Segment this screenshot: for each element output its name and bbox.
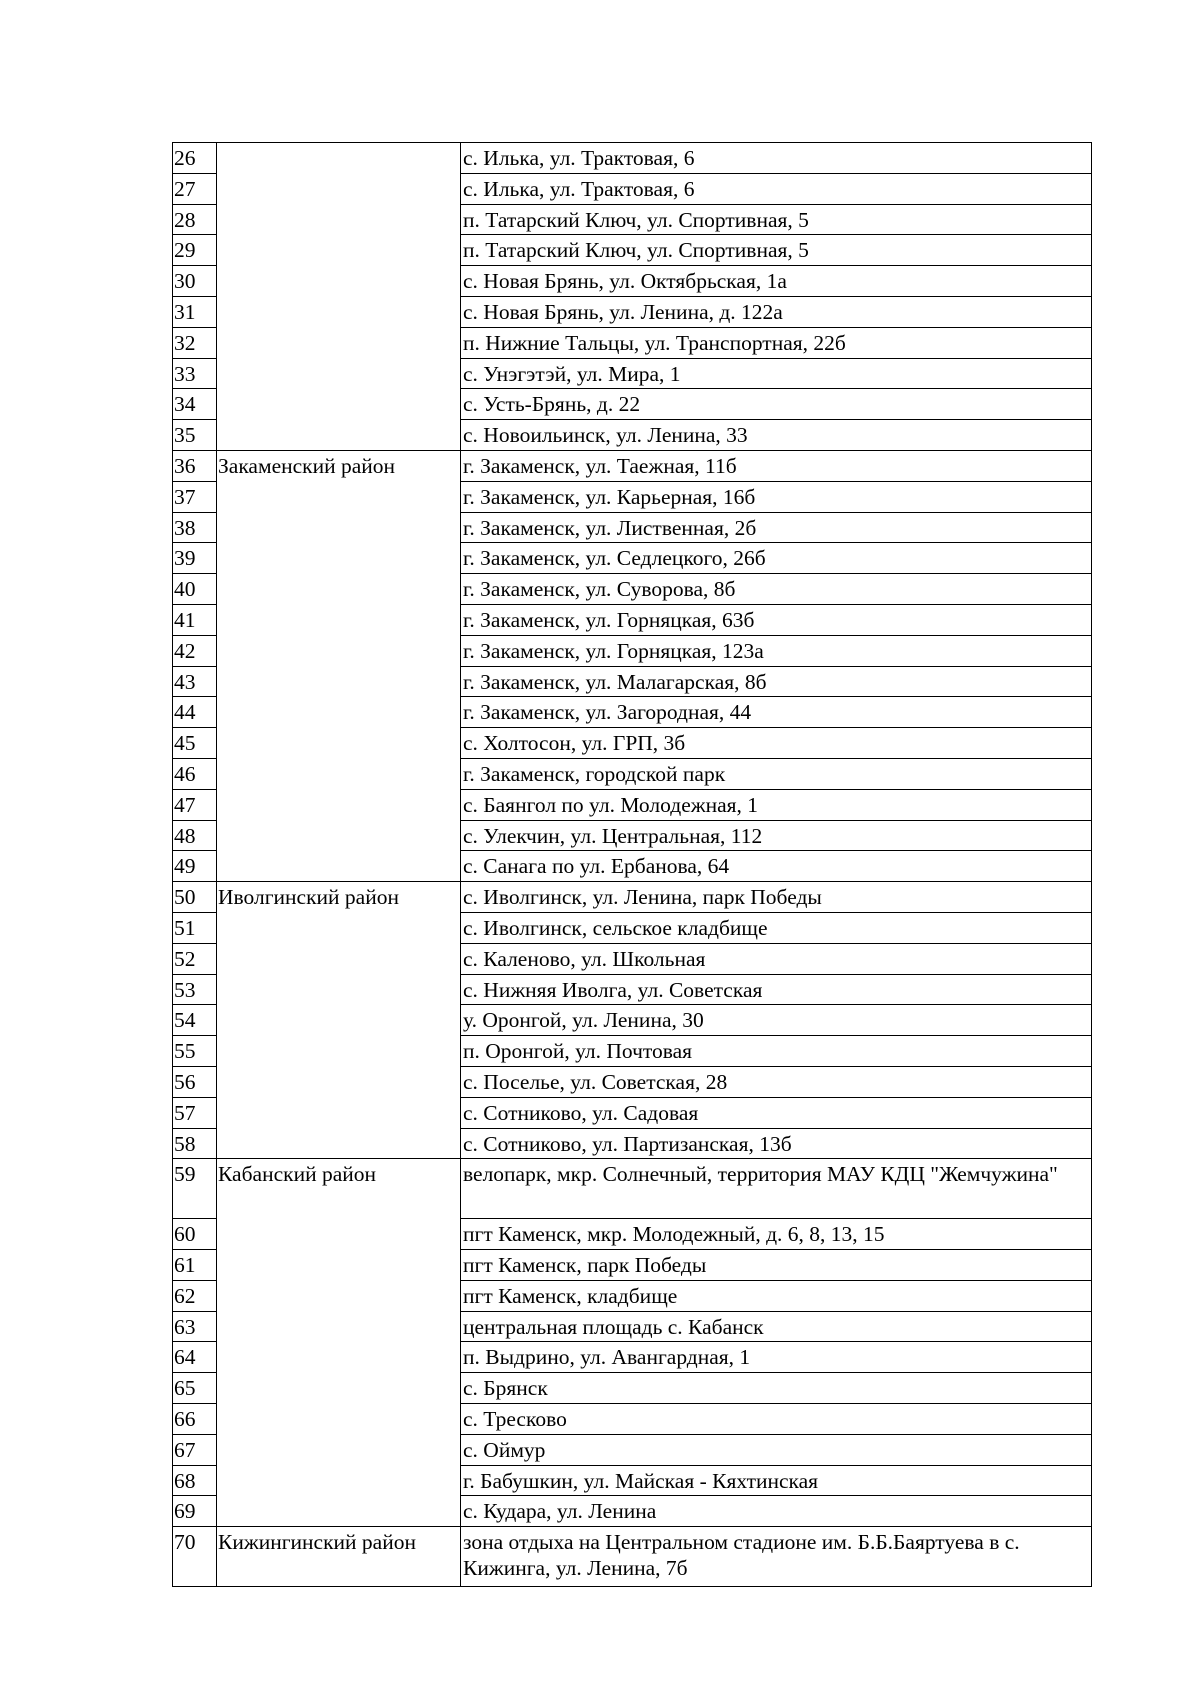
row-number: 57 [173,1097,217,1128]
address-cell: с. Иволгинск, ул. Ленина, парк Победы [461,882,1092,913]
table-body [173,143,1092,1587]
row-number: 67 [173,1434,217,1465]
row-number: 36 [173,450,217,481]
address-cell: с. Баянгол по ул. Молодежная, 1 [461,789,1092,820]
address-cell: п. Татарский Ключ, ул. Спортивная, 5 [461,235,1092,266]
row-number: 70 [173,1527,217,1587]
table-row [173,1527,1092,1587]
address-cell: с. Иволгинск, сельское кладбище [461,912,1092,943]
row-number: 47 [173,789,217,820]
row-number: 52 [173,943,217,974]
address-cell: г. Закаменск, ул. Загородная, 44 [461,697,1092,728]
table-row [173,143,1092,174]
row-number: 31 [173,296,217,327]
address-cell: велопарк, мкр. Солнечный, территория МАУ КДЦ "Жемчужина" [461,1159,1092,1219]
address-cell: с. Поселье, ул. Советская, 28 [461,1066,1092,1097]
district-cell: Закаменский район [217,450,461,881]
table-row [173,882,1092,913]
row-number: 68 [173,1465,217,1496]
row-number: 54 [173,1005,217,1036]
row-number: 55 [173,1036,217,1067]
address-cell: с. Оймур [461,1434,1092,1465]
address-cell: п. Выдрино, ул. Авангардная, 1 [461,1342,1092,1373]
district-cell [217,143,461,451]
row-number: 65 [173,1373,217,1404]
row-number: 64 [173,1342,217,1373]
address-cell: с. Новая Брянь, ул. Октябрьская, 1а [461,266,1092,297]
row-number: 39 [173,543,217,574]
address-cell: г. Закаменск, ул. Лиственная, 2б [461,512,1092,543]
address-cell: пгт Каменск, мкр. Молодежный, д. 6, 8, 13, 15 [461,1219,1092,1250]
address-cell: п. Оронгой, ул. Почтовая [461,1036,1092,1067]
row-number: 50 [173,882,217,913]
address-cell: с. Холтосон, ул. ГРП, 3б [461,728,1092,759]
address-cell: п. Татарский Ключ, ул. Спортивная, 5 [461,204,1092,235]
address-cell: г. Закаменск, ул. Карьерная, 16б [461,481,1092,512]
address-cell: г. Закаменск, ул. Горняцкая, 63б [461,604,1092,635]
row-number: 41 [173,604,217,635]
address-cell: с. Илька, ул. Трактовая, 6 [461,173,1092,204]
row-number: 38 [173,512,217,543]
district-cell: Кабанский район [217,1159,461,1527]
address-cell: с. Кудара, ул. Ленина [461,1496,1092,1527]
address-cell: г. Закаменск, ул. Малагарская, 8б [461,666,1092,697]
row-number: 34 [173,389,217,420]
address-cell: с. Санага по ул. Ербанова, 64 [461,851,1092,882]
address-cell: с. Новая Брянь, ул. Ленина, д. 122а [461,296,1092,327]
address-cell: г. Закаменск, городской парк [461,758,1092,789]
locations-table [172,142,1092,1587]
row-number: 26 [173,143,217,174]
address-cell: г. Закаменск, ул. Суворова, 8б [461,574,1092,605]
row-number: 66 [173,1404,217,1435]
address-cell: с. Усть-Брянь, д. 22 [461,389,1092,420]
row-number: 30 [173,266,217,297]
address-cell: с. Каленово, ул. Школьная [461,943,1092,974]
row-number: 35 [173,420,217,451]
address-cell: зона отдыха на Центральном стадионе им. Б.Б.Баяртуева в с. Кижинга, ул. Ленина, 7б [461,1527,1092,1587]
row-number: 28 [173,204,217,235]
address-cell: с. Сотниково, ул. Партизанская, 13б [461,1128,1092,1159]
row-number: 53 [173,974,217,1005]
table-row [173,450,1092,481]
row-number: 63 [173,1311,217,1342]
address-cell: с. Улекчин, ул. Центральная, 112 [461,820,1092,851]
address-cell: пгт Каменск, кладбище [461,1280,1092,1311]
row-number: 32 [173,327,217,358]
row-number: 59 [173,1159,217,1219]
row-number: 58 [173,1128,217,1159]
row-number: 49 [173,851,217,882]
row-number: 69 [173,1496,217,1527]
address-cell: с. Илька, ул. Трактовая, 6 [461,143,1092,174]
row-number: 27 [173,173,217,204]
row-number: 42 [173,635,217,666]
row-number: 44 [173,697,217,728]
row-number: 40 [173,574,217,605]
address-cell: с. Тресково [461,1404,1092,1435]
row-number: 61 [173,1250,217,1281]
address-cell: с. Новоильинск, ул. Ленина, 33 [461,420,1092,451]
address-cell: с. Сотниково, ул. Садовая [461,1097,1092,1128]
address-cell: у. Оронгой, ул. Ленина, 30 [461,1005,1092,1036]
district-cell: Иволгинский район [217,882,461,1159]
address-cell: с. Унэгэтэй, ул. Мира, 1 [461,358,1092,389]
row-number: 48 [173,820,217,851]
address-cell: с. Нижняя Иволга, ул. Советская [461,974,1092,1005]
row-number: 37 [173,481,217,512]
row-number: 62 [173,1280,217,1311]
row-number: 56 [173,1066,217,1097]
address-cell: с. Брянск [461,1373,1092,1404]
table-row [173,1159,1092,1219]
row-number: 51 [173,912,217,943]
row-number: 45 [173,728,217,759]
row-number: 33 [173,358,217,389]
address-cell: г. Бабушкин, ул. Майская - Кяхтинская [461,1465,1092,1496]
address-cell: центральная площадь с. Кабанск [461,1311,1092,1342]
row-number: 43 [173,666,217,697]
row-number: 29 [173,235,217,266]
address-cell: г. Закаменск, ул. Таежная, 11б [461,450,1092,481]
row-number: 46 [173,758,217,789]
address-cell: г. Закаменск, ул. Седлецкого, 26б [461,543,1092,574]
address-cell: пгт Каменск, парк Победы [461,1250,1092,1281]
row-number: 60 [173,1219,217,1250]
address-cell: п. Нижние Тальцы, ул. Транспортная, 22б [461,327,1092,358]
address-cell: г. Закаменск, ул. Горняцкая, 123а [461,635,1092,666]
district-cell: Кижингинский район [217,1527,461,1587]
